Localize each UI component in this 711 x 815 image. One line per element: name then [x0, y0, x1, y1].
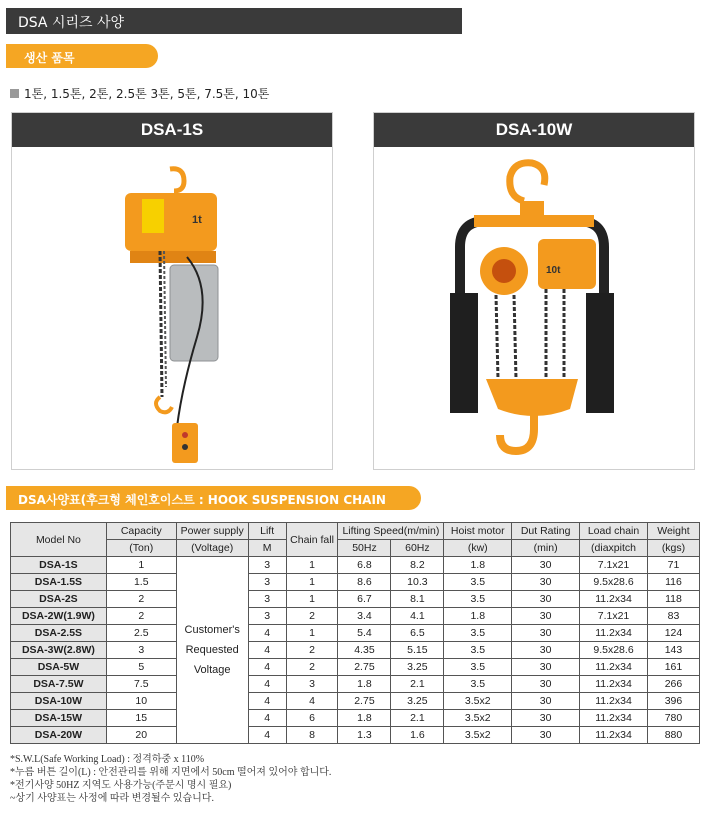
- table-row: [11, 710, 700, 727]
- cell-duty: 30: [512, 659, 580, 676]
- cell-model: DSA-2S: [11, 591, 107, 608]
- cell-s60: 3.25: [391, 659, 444, 676]
- cell-weight: 118: [647, 591, 699, 608]
- cell-s60: 2.1: [391, 676, 444, 693]
- cell-motor: 3.5: [444, 642, 512, 659]
- cell-fall: 1: [286, 625, 338, 642]
- cell-motor: 3.5: [444, 676, 512, 693]
- cell-capacity: 1: [106, 557, 176, 574]
- cell-capacity: 10: [106, 693, 176, 710]
- col-header-duty: Dut Rating: [512, 523, 580, 540]
- cell-motor: 3.5x2: [444, 727, 512, 744]
- cell-weight: 266: [647, 676, 699, 693]
- power-supply-line: Requested: [185, 644, 239, 656]
- cell-capacity: 2.5: [106, 625, 176, 642]
- table-row: [11, 557, 700, 574]
- cell-weight: 396: [647, 693, 699, 710]
- footnote: ~상기 사양표는 사정에 따라 변경될수 있습니다.: [10, 793, 214, 804]
- cell-lift: 3: [248, 557, 286, 574]
- cell-fall: 6: [286, 710, 338, 727]
- cell-fall: 8: [286, 727, 338, 744]
- col-header-motor: Hoist motor: [444, 523, 512, 540]
- cell-weight: 71: [647, 557, 699, 574]
- cell-weight: 780: [647, 710, 699, 727]
- table-row: [11, 727, 700, 744]
- col-header-weight: Weight: [647, 523, 699, 540]
- col-unit-weight: (kgs): [647, 540, 699, 557]
- product-card-title: DSA-10W: [374, 113, 694, 147]
- cell-fall: 3: [286, 676, 338, 693]
- cell-s50: 4.35: [338, 642, 391, 659]
- footnotes: [10, 753, 331, 805]
- cell-motor: 1.8: [444, 557, 512, 574]
- col-unit-power: (Voltage): [176, 540, 248, 557]
- cell-weight: 124: [647, 625, 699, 642]
- cell-fall: 4: [286, 693, 338, 710]
- col-unit-speed-50: 50Hz: [338, 540, 391, 557]
- cell-model: DSA-1.5S: [11, 574, 107, 591]
- cell-chain: 11.2x34: [580, 591, 648, 608]
- dsa-1s-hoist-image: [12, 147, 332, 469]
- cell-motor: 3.5x2: [444, 710, 512, 727]
- power-supply-line: Voltage: [193, 664, 231, 676]
- cell-weight: 83: [647, 608, 699, 625]
- cell-fall: 2: [286, 642, 338, 659]
- cell-chain: 11.2x34: [580, 727, 648, 744]
- cell-model: DSA-1S: [11, 557, 107, 574]
- cell-capacity: 7.5: [106, 676, 176, 693]
- cell-lift: 4: [248, 710, 286, 727]
- col-header-lift: Lift: [248, 523, 286, 540]
- col-unit-duty: (min): [512, 540, 580, 557]
- cell-model: DSA-20W: [11, 727, 107, 744]
- cell-s50: 1.3: [338, 727, 391, 744]
- cell-s50: 8.6: [338, 574, 391, 591]
- col-header-model: Model No: [11, 523, 107, 557]
- cell-model: DSA-7.5W: [11, 676, 107, 693]
- cell-capacity: 2: [106, 608, 176, 625]
- table-row: [11, 676, 700, 693]
- cell-s50: 2.75: [338, 693, 391, 710]
- cell-model: DSA-5W: [11, 659, 107, 676]
- cell-s60: 6.5: [391, 625, 444, 642]
- cell-s50: 1.8: [338, 676, 391, 693]
- col-unit-lift: M: [248, 540, 286, 557]
- cell-model: DSA-2W(1.9W): [11, 608, 107, 625]
- cell-capacity: 2: [106, 591, 176, 608]
- table-row: [11, 659, 700, 676]
- cell-lift: 3: [248, 574, 286, 591]
- spec-section-label: [6, 486, 421, 522]
- cell-chain: 7.1x21: [580, 557, 648, 574]
- cell-s50: 6.8: [338, 557, 391, 574]
- cell-duty: 30: [512, 642, 580, 659]
- bullet-square-icon: [10, 89, 19, 98]
- cell-duty: 30: [512, 625, 580, 642]
- cell-capacity: 20: [106, 727, 176, 744]
- cell-chain: 11.2x34: [580, 659, 648, 676]
- products-section-label-text: 생산 품목: [24, 51, 75, 65]
- cell-fall: 1: [286, 557, 338, 574]
- cell-capacity: 15: [106, 710, 176, 727]
- footnote: *누름 버튼 길이(L) : 안전관리를 위해 지면에서 50cm 떨어져 있어야 합니다.: [10, 767, 332, 778]
- cell-chain: 11.2x34: [580, 710, 648, 727]
- cell-motor: 3.5: [444, 591, 512, 608]
- cell-duty: 30: [512, 727, 580, 744]
- product-card-dsa-1s: [11, 112, 333, 470]
- cell-chain: 11.2x34: [580, 625, 648, 642]
- cell-duty: 30: [512, 676, 580, 693]
- cell-s60: 8.2: [391, 557, 444, 574]
- footnote: *전기사양 50HZ 지역도 사용가능(주문시 명시 필요): [10, 780, 232, 791]
- footnote: *S.W.L(Safe Working Load) : 정격하중 x 110%: [10, 754, 205, 765]
- cell-s50: 5.4: [338, 625, 391, 642]
- cell-s50: 1.8: [338, 710, 391, 727]
- cell-motor: 3.5: [444, 574, 512, 591]
- cell-weight: 143: [647, 642, 699, 659]
- cell-motor: 3.5x2: [444, 693, 512, 710]
- cell-duty: 30: [512, 574, 580, 591]
- cell-s60: 1.6: [391, 727, 444, 744]
- cell-capacity: 1.5: [106, 574, 176, 591]
- table-row: [11, 591, 700, 608]
- cell-s50: 3.4: [338, 608, 391, 625]
- cell-s60: 8.1: [391, 591, 444, 608]
- cell-fall: 1: [286, 574, 338, 591]
- cell-fall: 1: [286, 591, 338, 608]
- cell-chain: 9.5x28.6: [580, 642, 648, 659]
- spec-table: [10, 522, 700, 744]
- cell-motor: 3.5: [444, 659, 512, 676]
- cell-s60: 3.25: [391, 693, 444, 710]
- page-title: DSA 시리즈 사양: [18, 15, 125, 31]
- cell-model: DSA-15W: [11, 710, 107, 727]
- cell-lift: 4: [248, 642, 286, 659]
- product-list: [10, 85, 269, 102]
- cell-lift: 4: [248, 727, 286, 744]
- cell-lift: 3: [248, 608, 286, 625]
- cell-chain: 7.1x21: [580, 608, 648, 625]
- col-header-chain-fall: Chain fall: [286, 523, 338, 557]
- product-list-text: 1톤, 1.5톤, 2톤, 2.5톤 3톤, 5톤, 7.5톤, 10톤: [24, 87, 270, 101]
- col-unit-motor: (kw): [444, 540, 512, 557]
- cell-duty: 30: [512, 557, 580, 574]
- spec-section-label-text: DSA사양표(후크형 체인호이스트 : HOOK SUSPENSION CHAIN HOIST): [18, 493, 386, 522]
- col-unit-capacity: (Ton): [106, 540, 176, 557]
- cell-motor: 1.8: [444, 608, 512, 625]
- table-row: [11, 574, 700, 591]
- products-section-label: [6, 44, 158, 68]
- col-header-speed: Lifting Speed(m/min): [338, 523, 444, 540]
- product-card-title: DSA-1S: [12, 113, 332, 147]
- cell-chain: 9.5x28.6: [580, 574, 648, 591]
- page-title-bar: [6, 8, 462, 34]
- cell-motor: 3.5: [444, 625, 512, 642]
- cell-lift: 4: [248, 659, 286, 676]
- cell-lift: 3: [248, 591, 286, 608]
- cell-weight: 880: [647, 727, 699, 744]
- table-row: [11, 642, 700, 659]
- power-supply-line: Customer's: [184, 624, 240, 636]
- cell-duty: 30: [512, 591, 580, 608]
- cell-s60: 10.3: [391, 574, 444, 591]
- cell-fall: 2: [286, 659, 338, 676]
- col-unit-chain: (diaxpitch: [580, 540, 648, 557]
- cell-duty: 30: [512, 608, 580, 625]
- cell-capacity: 3: [106, 642, 176, 659]
- cell-chain: 11.2x34: [580, 676, 648, 693]
- cell-duty: 30: [512, 693, 580, 710]
- cell-s50: 2.75: [338, 659, 391, 676]
- cell-weight: 116: [647, 574, 699, 591]
- col-header-capacity: Capacity: [106, 523, 176, 540]
- dsa-10w-hoist-image: [374, 147, 694, 469]
- cell-fall: 2: [286, 608, 338, 625]
- hoist-capacity-label: 1t: [192, 214, 202, 226]
- hoist-capacity-label: 10t: [546, 265, 561, 276]
- cell-lift: 4: [248, 693, 286, 710]
- cell-duty: 30: [512, 710, 580, 727]
- cell-s60: 2.1: [391, 710, 444, 727]
- cell-model: DSA-3W(2.8W): [11, 642, 107, 659]
- cell-weight: 161: [647, 659, 699, 676]
- table-row: [11, 693, 700, 710]
- cell-model: DSA-10W: [11, 693, 107, 710]
- table-row: [11, 608, 700, 625]
- cell-model: DSA-2.5S: [11, 625, 107, 642]
- col-unit-speed-60: 60Hz: [391, 540, 444, 557]
- cell-s60: 5.15: [391, 642, 444, 659]
- cell-lift: 4: [248, 676, 286, 693]
- cell-lift: 4: [248, 625, 286, 642]
- cell-s50: 6.7: [338, 591, 391, 608]
- table-row: [11, 625, 700, 642]
- col-header-power: Power supply: [176, 523, 248, 540]
- col-header-chain: Load chain: [580, 523, 648, 540]
- cell-power-supply: [176, 557, 248, 744]
- cell-s60: 4.1: [391, 608, 444, 625]
- cell-capacity: 5: [106, 659, 176, 676]
- product-card-dsa-10w: [373, 112, 695, 470]
- cell-chain: 11.2x34: [580, 693, 648, 710]
